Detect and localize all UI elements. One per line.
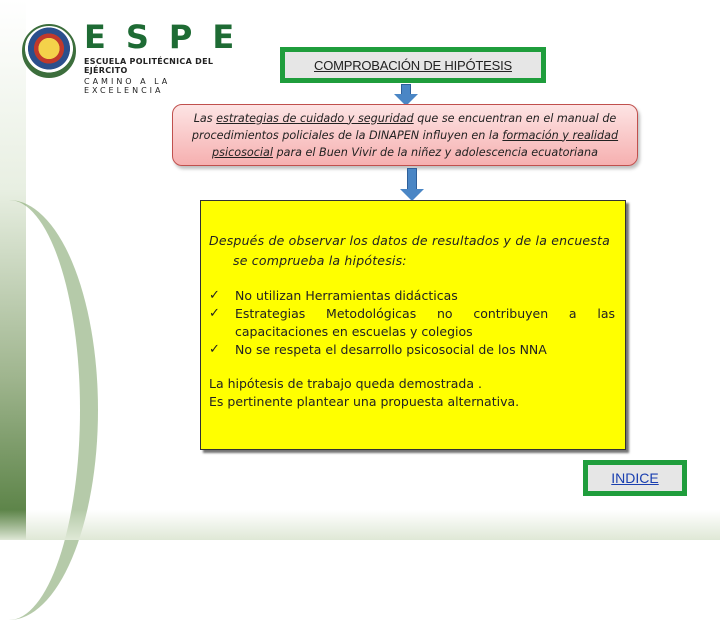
hypothesis-highlight-2: formación y realidad psicosocial [212,128,619,159]
brand-institution: ESCUELA POLITÉCNICA DEL EJÉRCITO [84,57,214,75]
brand-motto: CAMINO A LA EXCELENCIA [84,77,171,95]
page-title: COMPROBACIÓN DE HIPÓTESIS [285,52,541,78]
checkmark-icon: ✓ [209,306,220,321]
verification-box [200,200,626,450]
list-item: ✓ No se respeta el desarrollo psicosocial de los NNA [209,342,547,357]
indice-button[interactable] [583,460,687,496]
hypothesis-highlight-1: estrategias de cuidado y seguridad [216,111,414,125]
hypothesis-box [172,104,638,166]
bottom-decoration [0,510,720,540]
conclusion-text: La hipótesis de trabajo queda demostrada . Es pertinente plantear una propuesta alternativa. [209,376,520,409]
indice-link[interactable]: INDICE [588,465,682,491]
list-item: ✓ Estrategias Metodológicas no contribuyen a las capacitaciones en escuelas y colegios [209,306,615,339]
checkmark-icon: ✓ [209,288,220,303]
left-curve-decoration [0,200,98,620]
espe-seal-icon [22,24,76,78]
down-arrow-icon [404,168,420,202]
brand-block [84,18,255,95]
list-item: ✓ No utilizan Herramientas didácticas [209,288,458,303]
intro-text: Después de observar los datos de resultados y de la encuesta se comprueba la hipótesis: [209,233,611,268]
hypothesis-text: Las estrategias de cuidado y seguridad que se encuentran en el manual de procedimientos policiales de la DINAPEN influyen en la formación y realidad psicosocial para el Buen Vivir de la niñez y adolescencia ecuatoriana [191,111,619,159]
checkmark-icon: ✓ [209,342,220,357]
brand-letters: ESPE [84,18,255,56]
down-arrow-icon [398,84,414,106]
title-box [280,47,546,83]
findings-list [209,287,615,359]
